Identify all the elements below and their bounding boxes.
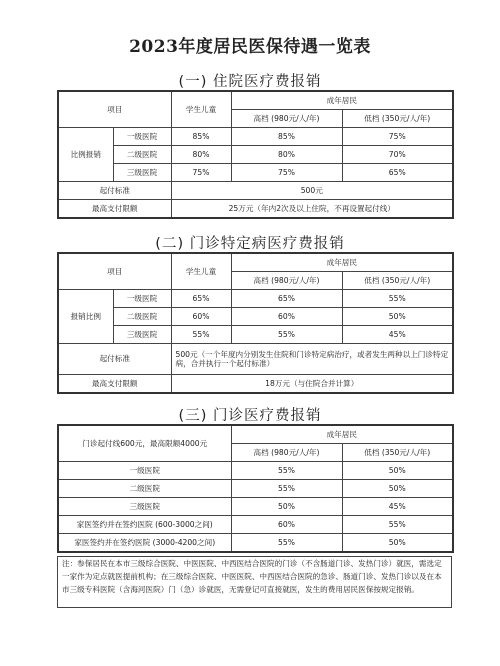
threshold-value: 500元（一个年度内分别发生住院和门诊特定病治疗，或者发生两种以上门诊特定病，合并执行一个起付标准） <box>171 344 453 375</box>
cell-student: 75% <box>171 164 231 182</box>
row-label: 二级医院 <box>113 146 171 164</box>
cell-high: 75% <box>231 164 342 182</box>
page-title: 2023年度居民医保待遇一览表 <box>129 37 371 57</box>
cell-student: 60% <box>171 308 231 326</box>
cell-low: 45% <box>342 326 453 344</box>
group-label: 比例报销 <box>58 128 113 182</box>
row-label: 一级医院 <box>113 128 171 146</box>
group-label: 报销比例 <box>58 290 113 344</box>
row-label: 二级医院 <box>113 308 171 326</box>
cell-low: 65% <box>342 164 453 182</box>
header-low-tier: 低档 (350元/人/年) <box>342 444 453 462</box>
row-label: 家医签约并在签约医院 (3000-4200之间) <box>58 534 231 553</box>
cell-low: 50% <box>342 308 453 326</box>
cell-student: 55% <box>171 326 231 344</box>
cell-low: 50% <box>342 534 453 553</box>
cell-student: 80% <box>171 146 231 164</box>
cell-student: 65% <box>171 290 231 308</box>
cell-high: 60% <box>231 516 342 534</box>
cell-high: 55% <box>231 480 342 498</box>
header-item: 项目 <box>58 253 171 290</box>
row-label: 三级医院 <box>113 164 171 182</box>
footnote-text: 注：参保居民在本市三级综合医院、中医医院、中西医结合医院的门诊（不含肠道门诊、发热门诊）就医，需选定一家作为定点就医提前机构；在三级综合医院、中医医院、中西医结合医院的急诊、肠道门诊、发热门诊以及在本市三级专科医院（含海河医院）门（急）诊就医，无需登记可直接就医，发生的费用居民医保按规定报销。 <box>62 559 442 594</box>
header-high-tier: 高档 (980元/人/年) <box>231 272 342 290</box>
cell-high: 65% <box>231 290 342 308</box>
cell-student: 85% <box>171 128 231 146</box>
cell-high: 50% <box>231 498 342 516</box>
header-high-tier: 高档 (980元/人/年) <box>231 110 342 128</box>
cell-low: 55% <box>342 290 453 308</box>
outpatient-table <box>57 424 454 553</box>
row-label: 二级医院 <box>58 480 231 498</box>
threshold-label: 起付标准 <box>58 344 171 375</box>
cell-low: 50% <box>342 480 453 498</box>
footnote <box>57 556 452 608</box>
threshold-value: 500元 <box>171 182 453 200</box>
max-limit-label: 最高支付限额 <box>58 200 171 219</box>
cell-low: 55% <box>342 516 453 534</box>
section-heading-special-outpatient: (二) 门诊特定病医疗费报销 <box>155 236 345 252</box>
section-heading-inpatient: (一) 住院医疗费报销 <box>178 74 322 90</box>
row-label: 一级医院 <box>113 290 171 308</box>
cell-low: 45% <box>342 498 453 516</box>
cell-high: 55% <box>231 534 342 553</box>
outpatient-threshold-note: 门诊起付线600元，最高限额4000元 <box>58 425 231 462</box>
inpatient-table <box>57 90 454 219</box>
row-label: 一级医院 <box>58 462 231 480</box>
threshold-label: 起付标准 <box>58 182 171 200</box>
max-limit-value: 25万元（年内2次及以上住院，不再设置起付线） <box>171 200 453 219</box>
cell-low: 75% <box>342 128 453 146</box>
header-adult: 成年居民 <box>231 253 453 272</box>
header-student: 学生儿童 <box>171 253 231 290</box>
cell-high: 80% <box>231 146 342 164</box>
header-item: 项目 <box>58 91 171 128</box>
cell-low: 50% <box>342 462 453 480</box>
row-label: 家医签约并在签约医院 (600-3000之间) <box>58 516 231 534</box>
header-low-tier: 低档 (350元/人/年) <box>342 110 453 128</box>
max-limit-value: 18万元（与住院合并计算） <box>171 375 453 394</box>
cell-high: 85% <box>231 128 342 146</box>
special-outpatient-table <box>57 252 454 394</box>
header-adult: 成年居民 <box>231 425 453 444</box>
header-adult: 成年居民 <box>231 91 453 110</box>
row-label: 三级医院 <box>58 498 231 516</box>
max-limit-label: 最高支付限额 <box>58 375 171 394</box>
section-heading-outpatient: (三) 门诊医疗费报销 <box>178 408 322 424</box>
cell-high: 60% <box>231 308 342 326</box>
header-low-tier: 低档 (350元/人/年) <box>342 272 453 290</box>
cell-high: 55% <box>231 462 342 480</box>
row-label: 三级医院 <box>113 326 171 344</box>
cell-low: 70% <box>342 146 453 164</box>
header-student: 学生儿童 <box>171 91 231 128</box>
cell-high: 55% <box>231 326 342 344</box>
header-high-tier: 高档 (980元/人/年) <box>231 444 342 462</box>
